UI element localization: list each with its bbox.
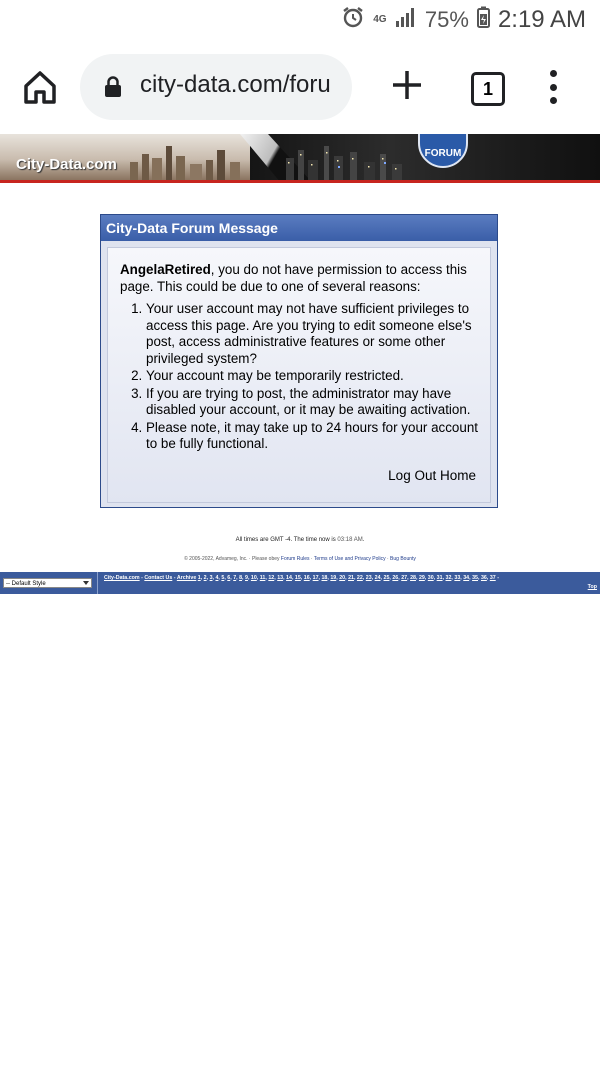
archive-page-link[interactable]: 30 — [427, 575, 434, 581]
forum-badge[interactable]: FORUM — [418, 134, 468, 168]
footer-navbar — [0, 572, 600, 594]
archive-page-link[interactable]: 29 — [418, 575, 425, 581]
new-tab-button[interactable] — [390, 68, 424, 102]
time-notice — [0, 537, 600, 543]
archive-link[interactable]: Archive — [176, 575, 197, 581]
message-body — [107, 247, 491, 503]
copyright-line — [0, 556, 600, 562]
archive-page-link[interactable]: 13 — [277, 575, 284, 581]
archive-page-link[interactable]: 3 — [209, 575, 213, 581]
archive-page-link[interactable]: 5 — [221, 575, 225, 581]
menu-dot-icon — [550, 70, 557, 77]
night-skyline-icon — [280, 144, 410, 180]
list-item: 1. Your user account may not have sufficient privileges to access this page. Are you trying to edit someone else's post, access administrative features or some other privileged system? — [146, 301, 478, 367]
archive-page-link[interactable]: 11 — [259, 575, 266, 581]
battery-percent: 75% — [424, 7, 469, 32]
contact-link[interactable]: Contact Us — [144, 575, 173, 581]
archive-page-link[interactable]: 6 — [227, 575, 231, 581]
site-link[interactable]: City-Data.com — [104, 575, 140, 581]
status-icons — [341, 6, 586, 34]
status-bar — [0, 0, 600, 40]
archive-page-link[interactable]: 2 — [203, 575, 207, 581]
url-text: city-data.com/foru — [140, 71, 331, 98]
archive-page-link[interactable]: 27 — [401, 575, 408, 581]
battery-icon — [477, 6, 490, 34]
message-links — [388, 468, 476, 485]
signal-icon — [395, 6, 417, 34]
archive-page-link[interactable]: 19 — [330, 575, 337, 581]
archive-page-link[interactable]: 14 — [286, 575, 292, 581]
logout-link[interactable]: Log Out — [388, 467, 437, 483]
reasons-list — [120, 301, 478, 453]
archive-page-link[interactable]: 35 — [472, 575, 478, 581]
archive-page-link[interactable]: 4 — [215, 575, 219, 581]
alarm-icon — [341, 5, 365, 35]
tab-count: 1 — [482, 78, 493, 99]
intro-text: , you do not have permission to access this page. This could be due to one of several reasons: — [120, 262, 467, 294]
network-type-icon — [373, 15, 387, 25]
forum-rules-link[interactable]: Forum Rules — [280, 556, 310, 562]
top-link[interactable]: Top — [587, 584, 597, 590]
archive-page-link[interactable]: 15 — [294, 575, 301, 581]
archive-page-link[interactable]: 33 — [454, 575, 461, 581]
archive-page-link[interactable]: 26 — [392, 575, 399, 581]
archive-page-link[interactable]: 23 — [365, 575, 372, 581]
archive-page-link[interactable]: 32 — [445, 575, 452, 581]
nav-links: City-Data.com - Contact Us - Archive 1, 2, 3, 4, 5, 6, 7, 8, 9, 10, 11, 12, 13, 14, 15, 16, 17, 18, 19, 20, 21, 22, 23, 24, 25, 26, 27, 28, 29, 30, 31, 32, 33, 34, 35, 36, 37 - — [104, 575, 499, 581]
tab-switcher-button[interactable] — [471, 72, 505, 106]
list-item: 3. If you are trying to post, the administrator may have disabled your account, or it may be awaiting activation. — [146, 386, 478, 419]
list-item: 2. Your account may be temporarily restricted. — [146, 368, 478, 385]
archive-page-link[interactable]: 16 — [303, 575, 310, 581]
current-time: 03:18 AM — [337, 537, 363, 543]
archive-page-link[interactable]: 31 — [436, 575, 443, 581]
archive-page-link[interactable]: 22 — [356, 575, 363, 581]
home-icon — [18, 66, 62, 110]
archive-page-link[interactable]: 28 — [410, 575, 416, 581]
archive-page-link[interactable]: 17 — [312, 575, 319, 581]
home-link[interactable]: Home — [439, 467, 476, 483]
times-suffix: . — [362, 537, 365, 543]
terms-link[interactable]: Terms of Use and Privacy Policy — [313, 556, 386, 562]
separator: · — [309, 556, 314, 562]
username: AngelaRetired — [120, 262, 211, 277]
bug-bounty-link[interactable]: Bug Bounty — [390, 556, 416, 562]
archive-page-link[interactable]: 21 — [348, 575, 354, 581]
separator: · — [385, 556, 391, 562]
archive-page-link[interactable]: 34 — [463, 575, 470, 581]
style-select[interactable]: -- Default Style — [3, 578, 92, 588]
archive-page-link[interactable]: 20 — [339, 575, 346, 581]
list-item: 4. Please note, it may take up to 24 hours for your account to be fully functional. — [146, 420, 478, 453]
network-type-label: 4G — [373, 14, 387, 25]
archive-numbers: 1, 2, 3, 4, 5, 6, 7, 8, 9, 10, 11, 12, 13, 14, 15, 16, 17, 18, 19, 20, 21, 22, 23, 24, 25, 26, 27, 28, 29, 30, 31, 32, 33, 34, 35, 36, 37 — [197, 575, 496, 581]
archive-page-link[interactable]: 10 — [250, 575, 257, 581]
archive-page-link[interactable]: 7 — [233, 575, 237, 581]
browser-toolbar — [0, 40, 600, 134]
nav-divider — [97, 572, 98, 594]
archive-page-link[interactable]: 36 — [480, 575, 487, 581]
message-intro — [120, 262, 478, 295]
site-banner[interactable] — [0, 134, 600, 183]
copyright-text: © 2005-2022, Advameg, Inc. · Please obey — [184, 556, 281, 562]
times-prefix: All times are GMT -4. The time now is — [235, 537, 338, 543]
archive-page-link[interactable]: 8 — [239, 575, 243, 581]
archive-page-link[interactable]: 9 — [245, 575, 248, 581]
archive-page-link[interactable]: 1 — [197, 575, 201, 581]
lock-icon — [104, 76, 122, 98]
plus-icon — [390, 68, 424, 102]
archive-page-link[interactable]: 12 — [268, 575, 275, 581]
home-button[interactable] — [18, 66, 62, 110]
overflow-menu-button[interactable] — [548, 70, 558, 104]
site-logo[interactable]: City-Data.com — [16, 156, 117, 173]
archive-page-link[interactable]: 18 — [321, 575, 328, 581]
clock: 2:19 AM — [497, 6, 586, 33]
archive-page-link[interactable]: 24 — [374, 575, 381, 581]
message-title: City-Data Forum Message — [101, 215, 497, 241]
archive-page-link[interactable]: 25 — [383, 575, 390, 581]
forum-message-box — [100, 214, 498, 508]
menu-dot-icon — [550, 84, 557, 91]
menu-dot-icon — [550, 97, 557, 104]
address-bar[interactable] — [80, 54, 352, 120]
archive-page-link[interactable]: 37 — [489, 575, 496, 581]
